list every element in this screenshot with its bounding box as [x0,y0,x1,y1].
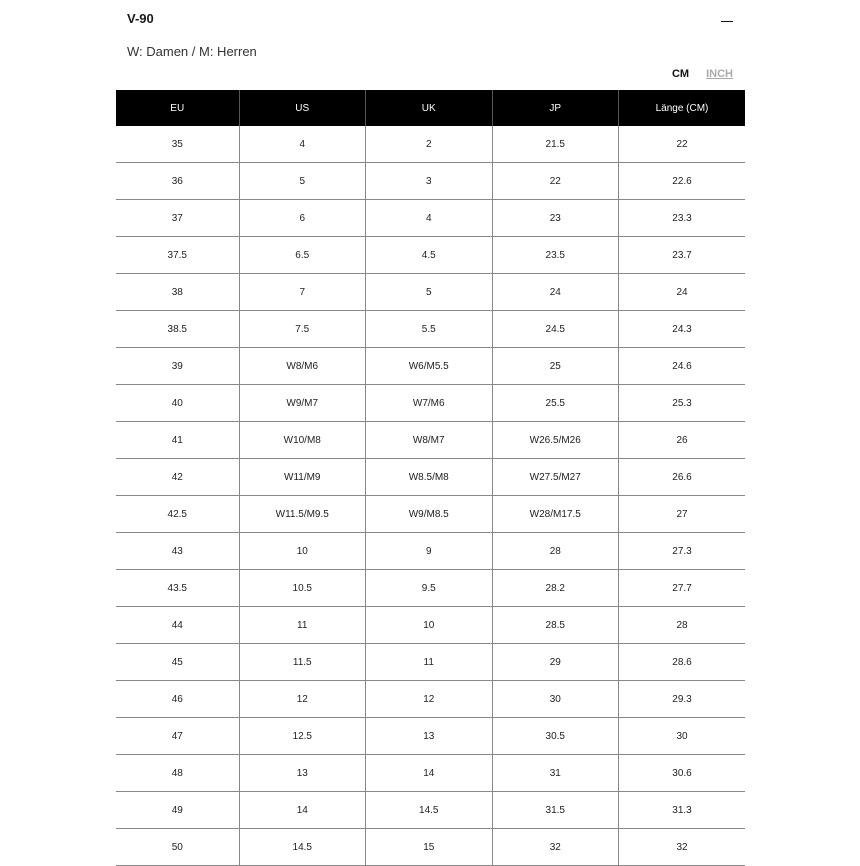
cell-uk: 10 [366,607,493,644]
cell-length: 27 [619,496,746,533]
cell-us: W11.5/M9.5 [239,496,366,533]
cell-us: 10.5 [239,570,366,607]
cell-length: 31.3 [619,792,746,829]
cell-length: 24.3 [619,311,746,348]
cell-us: 7 [239,274,366,311]
cell-us: 12 [239,681,366,718]
cell-jp: 23 [492,200,619,237]
table-row [116,681,745,718]
cell-jp: 28.2 [492,570,619,607]
table-row [116,755,745,792]
cell-jp: 23.5 [492,237,619,274]
cell-eu: 37 [116,200,239,237]
cell-jp: 24.5 [492,311,619,348]
cell-us: 11 [239,607,366,644]
cell-uk: 5 [366,274,493,311]
cell-jp: 21.5 [492,126,619,163]
table-row [116,311,745,348]
cell-us: 4 [239,126,366,163]
unit-cm-button[interactable]: CM [671,68,690,80]
cell-jp: 28.5 [492,607,619,644]
cell-length: 26.6 [619,459,746,496]
table-row [116,570,745,607]
table-row [116,644,745,681]
cell-length: 25.3 [619,385,746,422]
column-header-eu: EU [116,90,239,126]
cell-uk: 9.5 [366,570,493,607]
table-row [116,348,745,385]
cell-length: 27.3 [619,533,746,570]
cell-eu: 46 [116,681,239,718]
cell-uk: 12 [366,681,493,718]
cell-eu: 39 [116,348,239,385]
column-header-jp: JP [492,90,619,126]
cell-length: 28.6 [619,644,746,681]
cell-uk: W6/M5.5 [366,348,493,385]
cell-eu: 45 [116,644,239,681]
cell-length: 27.7 [619,570,746,607]
cell-eu: 48 [116,755,239,792]
column-header-length: Länge (CM) [619,90,746,126]
cell-length: 26 [619,422,746,459]
cell-us: W11/M9 [239,459,366,496]
cell-jp: 24 [492,274,619,311]
cell-jp: 31.5 [492,792,619,829]
cell-uk: W8/M7 [366,422,493,459]
cell-uk: 9 [366,533,493,570]
cell-eu: 38 [116,274,239,311]
table-row [116,274,745,311]
cell-length: 32 [619,829,746,866]
cell-jp: 29 [492,644,619,681]
cell-jp: 30 [492,681,619,718]
cell-us: W10/M8 [239,422,366,459]
table-row [116,237,745,274]
cell-eu: 42 [116,459,239,496]
cell-eu: 41 [116,422,239,459]
cell-uk: 14 [366,755,493,792]
table-row [116,385,745,422]
cell-jp: W28/M17.5 [492,496,619,533]
cell-jp: W27.5/M27 [492,459,619,496]
cell-uk: W9/M8.5 [366,496,493,533]
cell-uk: 14.5 [366,792,493,829]
cell-us: 11.5 [239,644,366,681]
cell-length: 24 [619,274,746,311]
cell-us: 7.5 [239,311,366,348]
cell-uk: 13 [366,718,493,755]
cell-us: 10 [239,533,366,570]
table-row [116,126,745,163]
cell-length: 23.3 [619,200,746,237]
collapse-button[interactable] [719,12,735,26]
cell-length: 30 [619,718,746,755]
table-row [116,422,745,459]
cell-eu: 44 [116,607,239,644]
cell-us: 14 [239,792,366,829]
cell-jp: 25 [492,348,619,385]
cell-jp: 22 [492,163,619,200]
table-row [116,718,745,755]
cell-length: 29.3 [619,681,746,718]
cell-us: 12.5 [239,718,366,755]
table-row [116,792,745,829]
cell-length: 24.6 [619,348,746,385]
cell-uk: 4 [366,200,493,237]
cell-eu: 37.5 [116,237,239,274]
unit-inch-link[interactable]: INCH [706,68,733,80]
cell-length: 22.6 [619,163,746,200]
cell-us: 6.5 [239,237,366,274]
cell-length: 30.6 [619,755,746,792]
cell-uk: 11 [366,644,493,681]
cell-jp: 25.5 [492,385,619,422]
cell-us: 13 [239,755,366,792]
cell-uk: 3 [366,163,493,200]
table-row [116,459,745,496]
table-row [116,163,745,200]
cell-eu: 36 [116,163,239,200]
cell-us: W9/M7 [239,385,366,422]
cell-jp: 31 [492,755,619,792]
table-row [116,496,745,533]
size-table [116,90,745,866]
minus-icon [721,21,733,22]
cell-uk: 2 [366,126,493,163]
unit-toggle [658,68,733,80]
cell-eu: 40 [116,385,239,422]
cell-uk: 15 [366,829,493,866]
cell-length: 28 [619,607,746,644]
cell-eu: 47 [116,718,239,755]
table-row [116,607,745,644]
cell-uk: W7/M6 [366,385,493,422]
column-header-uk: UK [366,90,493,126]
cell-eu: 35 [116,126,239,163]
cell-eu: 38.5 [116,311,239,348]
cell-jp: W26.5/M26 [492,422,619,459]
cell-eu: 43.5 [116,570,239,607]
cell-us: 6 [239,200,366,237]
cell-uk: W8.5/M8 [366,459,493,496]
cell-length: 23.7 [619,237,746,274]
cell-jp: 32 [492,829,619,866]
cell-us: 5 [239,163,366,200]
column-header-us: US [239,90,366,126]
cell-eu: 43 [116,533,239,570]
cell-uk: 4.5 [366,237,493,274]
table-body [116,126,745,866]
cell-eu: 49 [116,792,239,829]
cell-jp: 30.5 [492,718,619,755]
cell-eu: 50 [116,829,239,866]
table-header-row [116,90,745,126]
table-row [116,533,745,570]
table-row [116,200,745,237]
cell-jp: 28 [492,533,619,570]
cell-uk: 5.5 [366,311,493,348]
cell-eu: 42.5 [116,496,239,533]
cell-length: 22 [619,126,746,163]
cell-us: W8/M6 [239,348,366,385]
size-legend: W: Damen / M: Herren [127,44,257,59]
page-title: V-90 [127,11,154,26]
cell-us: 14.5 [239,829,366,866]
